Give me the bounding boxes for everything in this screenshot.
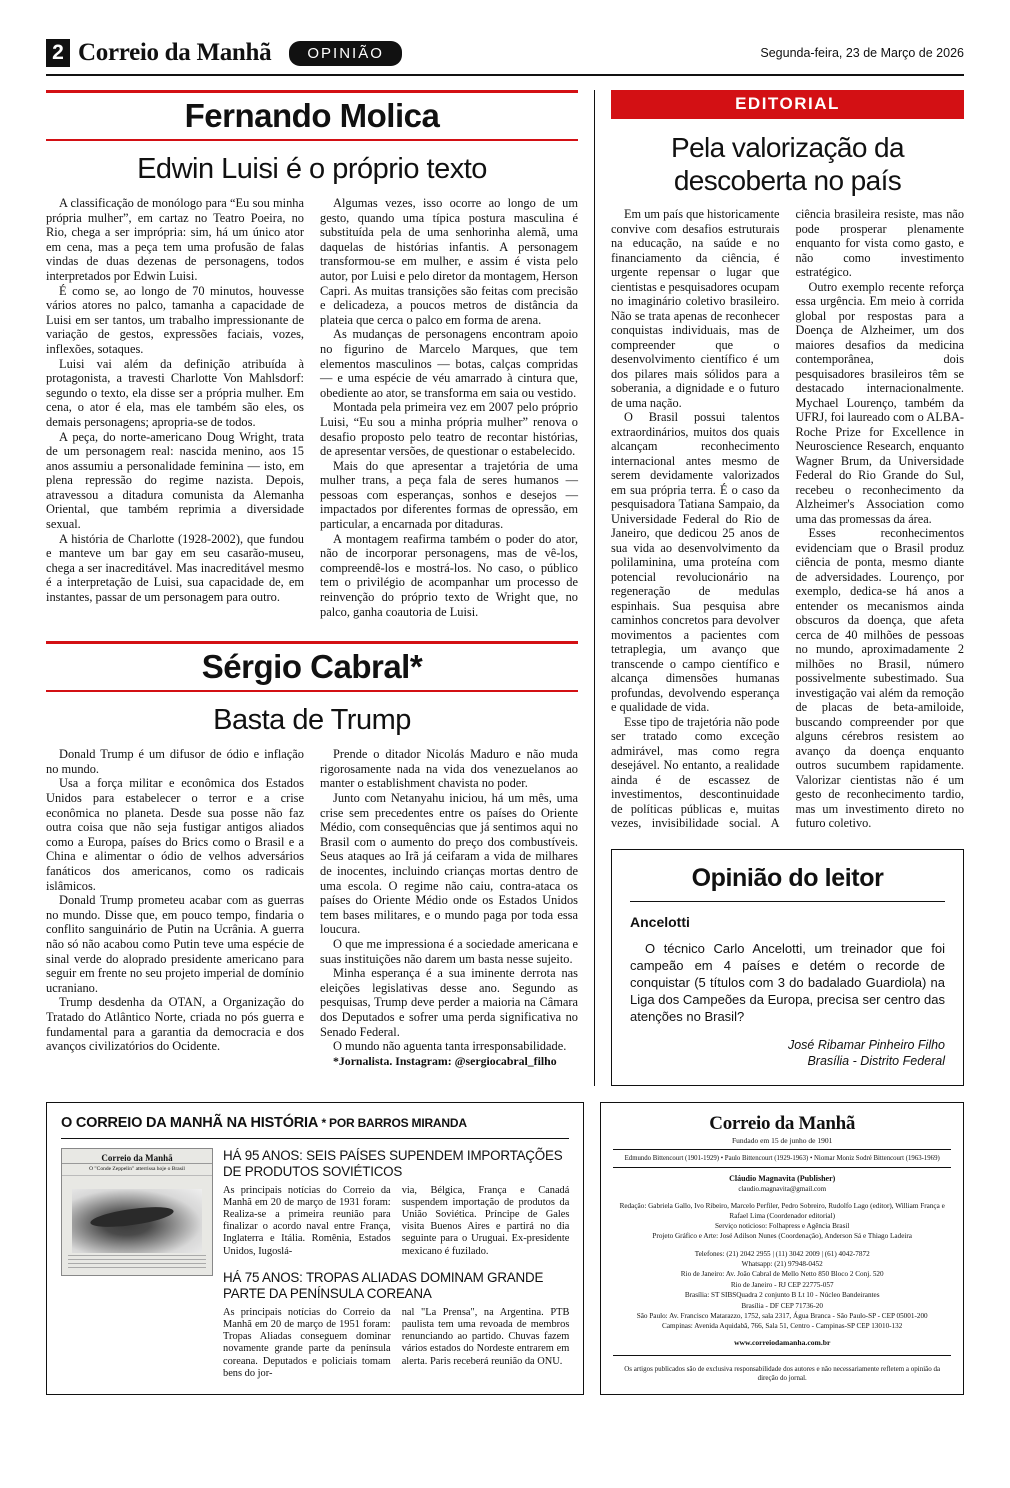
colophon-staff	[613, 1194, 951, 1241]
reader-signature-name: José Ribamar Pinheiro Filho	[787, 1037, 945, 1052]
paragraph: Junto com Netanyahu iniciou, há um mês, uma crise sem precedentes entre os países do Oriente Médio, com consequências que já sentimos aqui no Brasil com o aumento do preço dos combustíveis. Seus ataques ao Irã já ceifaram a vida de milhares de inocentes, incluindo crianças mortas dentro de uma escola. O regime não caiu, contra-ataca os países do Oriente Médio onde os Estados Unidos tem bases militares, e o mundo paga por toda essa loucura.	[320, 791, 578, 937]
history-title-text: O CORREIO DA MANHÃ NA HISTÓRIA	[61, 1114, 318, 1131]
article-fernando-molica	[46, 90, 578, 619]
paragraph: Em um país que historicamente convive com desafios estruturais na educação, na saúde e no financiamento da ciência, é urgente repensar o lugar que cientistas e pesquisadores ocupam no imaginário coletivo brasileiro. Não se trata apenas de reconhecer conquistas individuais, mas de compreender que o desenvolvimento científico é um dos pilares mais sólidos para a soberania, a dignidade e o futuro de uma nação.	[611, 207, 780, 410]
right-column	[594, 90, 964, 1086]
issue-date: Segunda-feira, 23 de Março de 2026	[760, 46, 964, 60]
reader-opinion-box	[611, 849, 964, 1086]
colophon-rio: Rio de Janeiro: Av. João Cabral de Mello Netto 850 Bloco 2 Conj. 520	[680, 1270, 884, 1279]
history-item	[223, 1148, 569, 1258]
colophon-servico: Serviço noticioso: Folhapress e Agência Brasil	[715, 1221, 850, 1230]
history-box-title	[61, 1115, 569, 1139]
history-item-heading: HÁ 95 ANOS: SEIS PAÍSES SUPENDEM IMPORTAÇÕES DE PRODUTOS SOVIÉTICOS	[223, 1147, 563, 1179]
article-body	[46, 196, 578, 619]
colophon-contacts	[613, 1241, 951, 1332]
thumb-masthead: Correio da Manhã	[62, 1149, 212, 1164]
author-note: *Jornalista. Instagram: @sergiocabral_filho	[333, 1053, 557, 1068]
paragraph: Usa a força militar e econômica dos Estados Unidos para estabelecer o terror e a crise econômica no planeta. Desde sua posse não faz outra coisa que não seja fustigar antigos aliados como a Europa, países do Brics como o Brasil e a China e alimentar o ódio de velhos adversários fanáticos dos americanos, como os radicais islâmicos.	[46, 776, 304, 893]
article-sergio-cabral	[46, 641, 578, 1068]
paragraph: A montagem reafirma também o poder do ator, não de incorporar personagens, mas de vê-los, compreendê-los e mostrá-los. No caso, o público tem o privilégio de acompanhar um processo de reinvenção do próprio texto de Wright que, no palco, ganha coautoria de Luisi.	[320, 531, 578, 619]
article-headline: Basta de Trump	[213, 704, 411, 737]
editorial-tag: EDITORIAL	[611, 90, 964, 119]
paragraph: nal "La Prensa", na Argentina. PTB paulista tem uma revoada de membros renunciando ao partido. Chuvas fazem vários estados do Nordeste entrarem em alerta. Paris receberá reunião da ONU.	[401, 1306, 570, 1367]
publisher-name: Cláudio Magnavita (Publisher)	[729, 1173, 836, 1183]
history-box	[46, 1102, 584, 1395]
colophon-website[interactable]: www.correiodamanha.com.br	[734, 1337, 831, 1347]
colophon-box	[600, 1102, 964, 1395]
content-grid	[46, 90, 964, 1086]
spacer	[223, 1258, 569, 1270]
history-item-heading: HÁ 75 ANOS: TROPAS ALIADAS DOMINAM GRANDE PARTE DA PENÍNSULA COREANA	[223, 1269, 544, 1301]
paragraph: Outro exemplo recente reforça essa urgência. Em meio à corrida global por respostas para a Doença de Alzheimer, um dos maiores desafios da medicina contemporânea, dois pesquisadores brasileiros têm se destacado internacionalmente. Mychael Lourenço, também da UFRJ, foi laureado com o ALBA-Roche Prize for Excellence in Neuroscience Research, enquanto Wagner Brum, da Universidade Federal do Rio Grande do Sul, recebeu o reconhecimento da Alzheimer's Association como uma das promessas da área.	[795, 279, 964, 526]
bottom-row	[46, 1102, 964, 1395]
colophon-founded: Fundado em 15 de junho de 1901	[613, 1136, 951, 1150]
article-headline: Edwin Luisi é o próprio texto	[137, 153, 487, 185]
section-tag: OPINIÃO	[289, 41, 402, 66]
colophon-publisher	[613, 1168, 951, 1194]
history-byline: * POR BARROS MIRANDA	[321, 1115, 467, 1130]
paragraph: Prende o ditador Nicolás Maduro e não muda rigorosamente nada na vida dos venezuelanos ao manter o establishment chavista no poder.	[320, 747, 578, 791]
article-author: Fernando Molica	[46, 93, 578, 141]
paragraph: Luisi vai além da definição atribuída à protagonista, a travesti Charlotte Von Mahlsdorf: segundo o texto, ela disse ser a própria mulher. Em cena, o ator é ela, mas ele também são eles, os demais personagens; apropria-se de todos.	[46, 356, 304, 429]
thumb-photo	[72, 1189, 202, 1253]
paragraph: As principais notícias do Correio da Manhã em 20 de março de 1931 foram: Realiza-se a primeira reunião para finalizar o acordo naval entre França, Inglaterra e Itália. Romênia, Estados Unidos, Iugoslá-	[223, 1184, 391, 1257]
colophon-disclaimer: Os artigos publicados são de exclusiva responsabilidade dos autores e não necessariamente refletem a opinião da direção do jornal.	[613, 1355, 951, 1384]
colophon-redacao: Redação: Gabriela Gallo, Ivo Ribeiro, Marcelo Perfiler, Pedro Sobreiro, Rudolfo Lago (editor), William França e Rafael Lima (Coordenador editorial)	[619, 1201, 945, 1220]
paragraph: Esses reconhecimentos evidenciam que o Brasil produz ciência de ponta, mesmo diante de adversidades. Lourenço, por exemplo, dedica-se há anos a entender os mecanismos ainda obscuros da doença, que afeta cerca de 40 milhões de pessoas no mundo, aproximadamente 2 milhões no Brasil, número possivelmente subestimado. Sua investigação vai além da remoção de placas de beta-amiloide, buscando compreender por que alguns cérebros resistem ao avanço da doença enquanto outros sucumbem rapidamente. Valorizar cientistas não é um gesto de reconhecimento tardio, mas um investimento direto no futuro coletivo.	[795, 526, 964, 830]
paragraph: O mundo não aguenta tanta irresponsabilidade.	[333, 1039, 567, 1054]
article-author: Sérgio Cabral*	[46, 644, 578, 692]
paragraph: A história de Charlotte (1928-2002), que fundou e manteve um bar gay em seu casarão-museu, chega a ser inacreditável. Mas inacreditável mesmo é a interpretação de Luisi, sua capacidade de, em instantes, passar de um personagem para outro.	[46, 531, 304, 605]
paragraph: É como se, ao longo de 70 minutos, houvesse vários atores no palco, tamanha a capacidade de Luisi em ser tantos, um trabalho impressionante de variação de gestos, expressões faciais, vozes, inflexões, sotaques.	[46, 283, 304, 356]
colophon-brasilia-cep: Brasília - DF CEP 71736-20	[741, 1301, 823, 1310]
editorial-headline: Pela valorização da descoberta no país	[671, 132, 904, 196]
colophon-title: Correio da Manhã	[709, 1112, 856, 1134]
colophon-rio-cep: Rio de Janeiro - RJ CEP 22775-057	[730, 1280, 834, 1289]
page-number: 2	[46, 39, 70, 67]
reader-opinion-text: O técnico Carlo Ancelotti, um treinador que foi campeão em 4 países e detém o recorde de conquistar (5 títulos com 3 do badalado Guardiola) na Liga dos Campeões da Europa, precisa ser centro das atenções no Brasil?	[630, 940, 945, 1024]
article-body	[46, 747, 578, 1068]
paragraph: O que me impressiona é a sociedade americana e suas instituições não darem um basta nesse sujeito.	[320, 936, 578, 966]
history-item-body	[223, 1307, 569, 1380]
colophon-owners: Edmundo Bittencourt (1901-1929) • Paulo Bittencourt (1929-1963) • Niomar Moniz Sodré Bittencourt (1963-1969)	[613, 1150, 951, 1168]
colophon-campinas: Campinas: Avenida Aquidabã, 766, Sala 51, Centro - Campinas-SP CEP 13010-132	[662, 1322, 903, 1331]
reader-signature-place: Brasília - Distrito Federal	[807, 1053, 945, 1068]
paragraph: A peça, do norte-americano Doug Wright, trata de um personagem real: nascida menino, aos 15 anos assumiu a personalidade feminina — isto, em plena repressão do regime nazista. Depois, atravessou a ditadura comunista da Alemanha Oriental, que também reprimia a diversidade sexual.	[46, 429, 304, 532]
colophon-brasilia: Brasília: ST SIBSQuadra 2 conjunto B Lt 10 - Núcleo Bandeirantes	[684, 1291, 880, 1300]
paragraph: As mudanças de personagens encontram apoio no figurino de Marcelo Marques, que tem elementos masculinos — botas, calças compridas — e uma espécie de véu amarrado à cintura que, obediente ao ator, se transforma em saia ou vestido.	[320, 327, 578, 400]
thumb-subhead: O "Conde Zeppelin" atterrissa hoje o Brasil	[62, 1164, 212, 1176]
thumb-text-lines	[68, 1255, 206, 1271]
paragraph: Minha esperança é a sua iminente derrota nas eleições legislativas desse ano. Segundo as pesquisas, Trump deve perder a maioria na Câmara dos Deputados e sofrer uma perda significativa no Senado Federal.	[320, 966, 578, 1039]
paragraph: Esse tipo de trajetória não pode ser tratado como exceção admirável, mas como regra desejável. No entanto, a realidade ainda é de escassez de investimentos, descontinuidade de políticas públicas e, muitas vezes, invisibilidade social. A ciência brasileira resiste, mas não pode prosperar plenamente enquanto for vista como gasto, e não como investimento estratégico.	[611, 207, 964, 830]
history-item-body	[223, 1185, 569, 1258]
paragraph: As principais notícias do Correio da Manhã em 20 de março de 1951 foram: Tropas Aliadas conseguem dominar novamente grande parte da península coreana. Deputados e policiais tomam bens do jor-	[223, 1306, 391, 1379]
reader-opinion-title: Opinião do leitor	[630, 864, 945, 902]
paragraph: O Brasil possui talentos extraordinários, muitos dos quais alcançam reconhecimento internacional antes mesmo de serem devidamente valorizados em sua própria terra. É o caso da pesquisadora Tatiana Sampaio, da Universidade Federal do Rio de Janeiro, que dedicou 25 anos de sua vida ao desenvolvimento da polilaminina, uma proteína com potencial revolucionário na regeneração de medulas espinhais. Sua pesquisa abre caminhos concretos para devolver movimentos a pacientes com tetraplegia, um avanço que transcende o campo científico e alcança dimensões humanas profundas, devolvendo esperança e qualidade de vida.	[611, 410, 780, 714]
paragraph: Donald Trump é um difusor de ódio e inflação no mundo.	[46, 747, 304, 776]
paragraph: Montada pela primeira vez em 2007 pelo próprio Luisi, “Eu sou a minha própria mulher” renova o desafio proposto pelo teatro de recontar histórias, de apresentar versões, de questionar o estabelecido.	[320, 400, 578, 459]
editorial-body	[611, 207, 964, 831]
masthead	[46, 38, 964, 76]
reader-signature	[630, 1037, 945, 1069]
colophon-saopaulo: São Paulo: Av. Francisco Matarazzo, 1752, sala 2317, Água Branca - São Paulo-SP - CEP 05001-200	[636, 1311, 928, 1320]
paragraph: Donald Trump prometeu acabar com as guerras no mundo. Disse que, em pouco tempo, findaria o conflito sanguinário de Putin na Ucrânia. A guerra não só não acabou como Putin teve uma espécie de sinal verde do aloprado presidente americano para seguir em frente no seu projeto imperial de domínio ucraniano.	[46, 893, 304, 995]
history-content	[61, 1148, 569, 1380]
paragraph: A classificação de monólogo para “Eu sou minha própria mulher”, em cartaz no Teatro Poeira, no Rio, chega a ser imprópria: sim, há um único ator em cena, mas a peça tem uma profusão de falas vindas de duas dezenas de personagens, todos interpretados por Edwin Luisi.	[46, 196, 304, 283]
paragraph: via, Bélgica, França e Canadá suspendem importação de produtos da União Soviética. Príncipe de Gales visita Buenos Aires e partirá no dia seguinte para o Uruguai. Ex-presidente mexicano é fuzilado.	[401, 1184, 570, 1257]
reader-opinion-subject: Ancelotti	[630, 913, 690, 930]
newspaper-title: Correio da Manhã	[78, 39, 272, 66]
history-items	[223, 1148, 569, 1380]
publisher-email: claudio.magnavita@gmail.com	[738, 1184, 827, 1193]
colophon-whatsapp: Whatsapp: (21) 97948-0452	[741, 1259, 823, 1268]
left-column	[46, 90, 594, 1086]
paragraph: Trump desdenha da OTAN, a Organização do Tratado do Atlântico Norte, criada no pós guerra e fundamental para a garantia da democracia e dos avanços civilizatórios do Ocidente.	[46, 995, 304, 1054]
history-item	[223, 1270, 569, 1380]
colophon-telefones: Telefones: (21) 2042 2955 | (11) 3042 2009 | (61) 4042-7872	[694, 1249, 870, 1258]
colophon-projeto: Projeto Gráfico e Arte: José Adilson Nunes (Coordenação), Anderson Sá e Thiago Ladeira	[652, 1231, 912, 1240]
history-front-page-image	[61, 1148, 213, 1276]
paragraph: Mais do que apresentar a trajetória de uma mulher trans, a peça fala de seres humanos — pessoas com esperanças, sonhos e desejos — impactados por diferentes formas de opressão, em particular, a encarnada por ditaduras.	[320, 458, 578, 532]
paragraph: Algumas vezes, isso ocorre ao longo de um gesto, quando uma típica postura masculina é substituída pela de uma senhorinha alemã, uma daquelas de histórias infantis. A personagem transformou-se em mulher, e assim é vista pelo autor, por Luisi e pelo diretor da montagem, Herson Capri. As muitas transições são feitas com precisão e delicadeza, a poucos metros de distância da plateia que cerca o palco em forma de arena.	[320, 196, 578, 327]
